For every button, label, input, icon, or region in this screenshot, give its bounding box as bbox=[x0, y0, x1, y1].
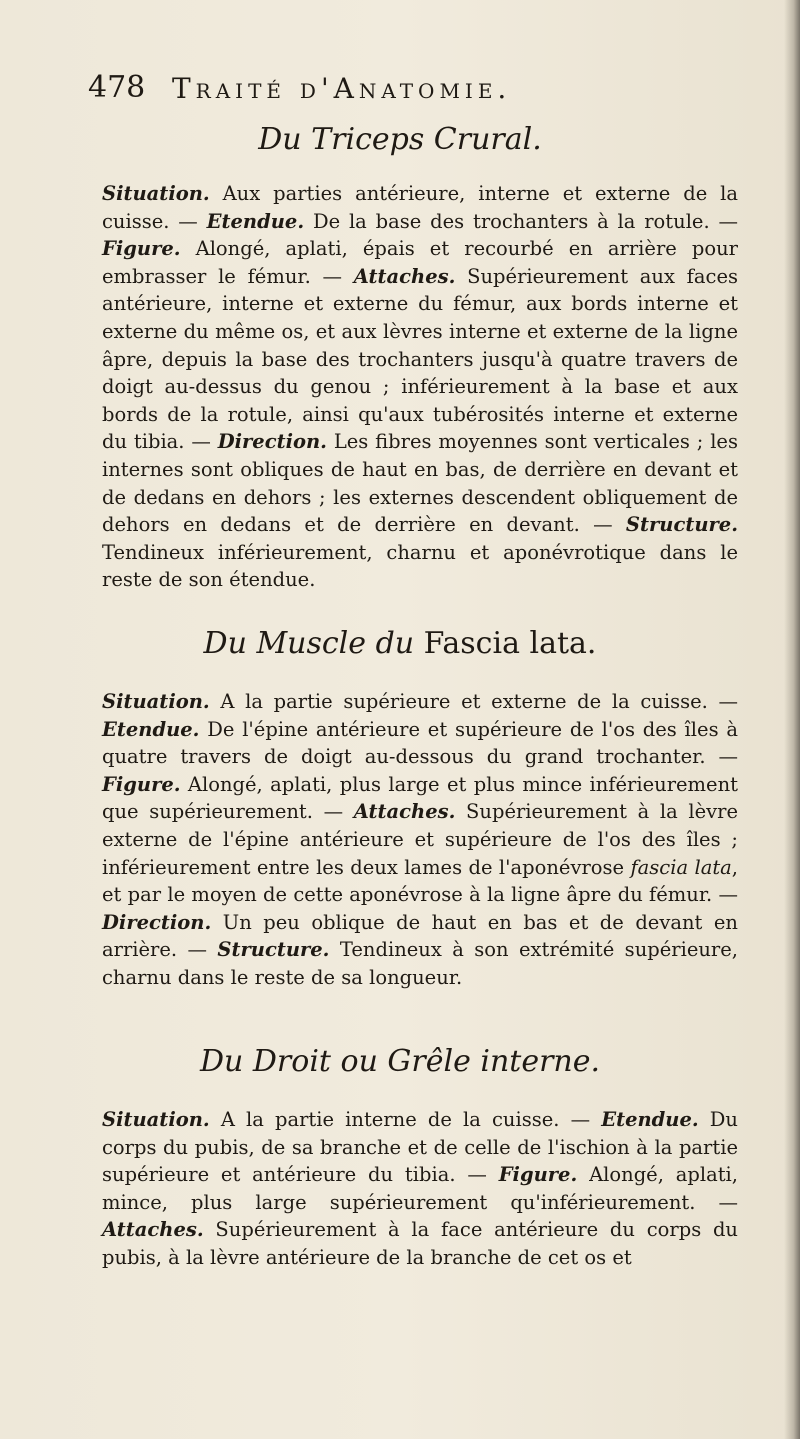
page-edge-shadow bbox=[784, 0, 800, 1439]
body-text: A la partie interne de la cuisse. — bbox=[209, 1108, 602, 1131]
section-title-fascia-lata bbox=[0, 626, 800, 661]
running-title: Traité d'Anatomie. bbox=[172, 72, 512, 105]
body-text: Tendineux inférieurement, charnu et aponévrotique dans le reste de son étendue. bbox=[102, 540, 738, 592]
italic-term: fascia lata bbox=[630, 855, 732, 879]
body-text: A la partie supérieure et externe de la cuisse. — bbox=[209, 690, 738, 713]
body-text: Un peu oblique de haut en bas et de devant en arrière. — bbox=[102, 910, 738, 962]
body-text: Alongé, aplati, plus large et plus mince inférieurement que supérieurement. — bbox=[102, 772, 738, 824]
section-body-fascia-lata bbox=[102, 688, 738, 992]
field-label: Attaches. bbox=[102, 1218, 204, 1242]
field-label: Direction. bbox=[102, 910, 212, 934]
page-header bbox=[88, 70, 728, 110]
body-text: De la base des trochanters à la rotule. — bbox=[304, 209, 738, 233]
field-label: Etendue. bbox=[206, 209, 305, 233]
page-number: 478 bbox=[88, 70, 146, 105]
body-text: Supérieurement à la lèvre externe de l'épine antérieure et supérieure de l'os des îles ; inférieurement entre les deux lames de l'aponévrose bbox=[102, 800, 738, 879]
field-label: Figure. bbox=[102, 772, 181, 796]
field-label: Etendue. bbox=[601, 1108, 699, 1131]
body-text: Alongé, aplati, épais et recourbé en arrière pour embrasser le fémur. — bbox=[102, 237, 738, 288]
field-label: Attaches. bbox=[353, 800, 456, 824]
body-text: De l'épine antérieure et supérieure de l'os des îles à quatre travers de doigt au-dessous du grand trochanter. — bbox=[102, 717, 738, 769]
field-label: Structure. bbox=[625, 513, 738, 537]
body-text: Les fibres moyennes sont verticales ; les internes sont obliques de haut en bas, de derrière en devant et de dedans en dehors ; les externes descendent obliquement de dehors en dedans et de derrière en devant. — bbox=[102, 430, 738, 537]
section-title-triceps: Du Triceps Crural. bbox=[258, 122, 542, 157]
field-label: Etendue. bbox=[102, 717, 200, 741]
section-title-fascia-lata-italic: Du Muscle du bbox=[203, 626, 424, 661]
field-label: Situation. bbox=[102, 690, 210, 713]
section-title-fascia-lata-upright: Fascia lata. bbox=[423, 626, 597, 661]
body-text: Supérieurement à la face antérieure du corps du pubis, à la lèvre antérieure de la branche de cet os et bbox=[102, 1218, 738, 1269]
body-text: Alongé, aplati, mince, plus large supérieurement qu'inférieurement. — bbox=[102, 1163, 738, 1214]
section-body-droit-interne bbox=[102, 1106, 738, 1272]
body-text: Aux parties antérieure, interne et externe de la cuisse. — bbox=[102, 182, 738, 233]
body-text: , et par le moyen de cette aponévrose à la ligne âpre du fémur. — bbox=[102, 855, 738, 907]
field-label: Direction. bbox=[217, 430, 327, 454]
field-label: Situation. bbox=[102, 182, 210, 205]
field-label: Figure. bbox=[102, 237, 181, 261]
section-body-triceps bbox=[102, 180, 738, 594]
section-title-droit-interne: Du Droit ou Grêle interne. bbox=[199, 1044, 601, 1079]
field-label: Structure. bbox=[217, 938, 330, 962]
field-label: Situation. bbox=[102, 1108, 210, 1131]
body-text: Du corps du pubis, de sa branche et de celle de l'ischion à la partie supérieure et antérieure du tibia. — bbox=[102, 1108, 738, 1187]
field-label: Figure. bbox=[498, 1163, 578, 1187]
field-label: Attaches. bbox=[353, 264, 456, 288]
body-text: Supérieurement aux faces antérieure, interne et externe du fémur, aux bords interne et externe du même os, et aux lèvres interne et externe de la ligne âpre, depuis la base des trochanters jusqu'à quatre travers de doigt au-dessus du genou ; inférieurement à la base et aux bords de la rotule, ainsi qu'aux tubérosités interne et externe du tibia. — bbox=[102, 264, 738, 454]
body-text: Tendineux à son extrémité supérieure, charnu dans le reste de sa longueur. bbox=[102, 938, 738, 989]
